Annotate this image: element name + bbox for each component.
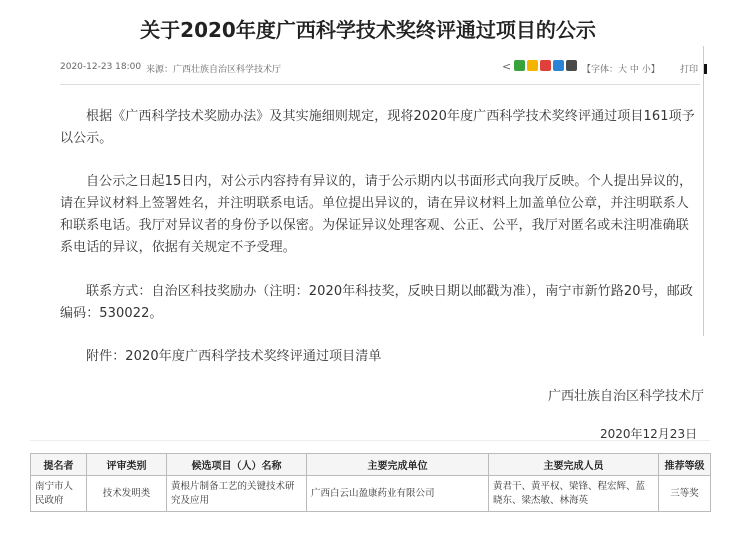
source-label: 来源：广西壮族自治区科学技术厅 xyxy=(146,65,282,75)
header-people: 主要完成人员 xyxy=(489,454,659,476)
cell-grade: 三等奖 xyxy=(659,476,711,512)
header-grade: 推荐等级 xyxy=(659,454,711,476)
cell-nominator: 南宁市人民政府 xyxy=(31,476,87,512)
header-project: 候选项目（人）名称 xyxy=(167,454,307,476)
share-arrow-icon[interactable]: < xyxy=(502,60,512,73)
share-bar xyxy=(502,60,577,71)
header-category: 评审类别 xyxy=(87,454,167,476)
cell-unit: 广西白云山盈康药业有限公司 xyxy=(307,476,489,512)
qq-icon[interactable] xyxy=(553,60,564,71)
article-meta xyxy=(60,62,700,78)
signer: 广西壮族自治区科学技术厅 xyxy=(548,389,705,404)
qzone-icon[interactable] xyxy=(527,60,538,71)
meta-divider xyxy=(60,84,700,85)
scrollbar-thumb[interactable] xyxy=(704,64,707,74)
paragraph-intro: 根据《广西科学技术奖励办法》及其实施细则规定，现将2020年度广西科学技术奖终评通过项目161项予以公示。 xyxy=(60,109,695,146)
cell-project: 黄根片制备工艺的关键技术研究及应用 xyxy=(167,476,307,512)
crop-edge xyxy=(0,512,736,543)
results-table xyxy=(30,453,711,512)
scrollbar[interactable] xyxy=(703,46,707,336)
signed-date: 2020年12月23日 xyxy=(600,427,698,441)
table-header-row xyxy=(31,454,711,476)
cell-category: 技术发明类 xyxy=(87,476,167,512)
wechat-icon[interactable] xyxy=(514,60,525,71)
paragraph-objection: 自公示之日起15日内，对公示内容持有异议的，请于公示期内以书面形式向我厅反映。个人提出异议的，请在异议材料上签署姓名，并注明联系电话。单位提出异议的，请在异议材料上加盖单位公章，并注明联系人和联系电话。我厅对异议者的身份予以保密。为保证异议处理客观、公正、公平，我厅对匿名或未注明准确联系电话的异议，依据有关规定不予受理。 xyxy=(60,174,693,255)
weibo-icon[interactable] xyxy=(540,60,551,71)
header-nominator: 提名者 xyxy=(31,454,87,476)
page-title: 关于2020年度广西科学技术奖终评通过项目的公示 xyxy=(140,18,596,42)
cell-people: 黄君干、黄平权、梁锋、程宏辉、蓝晓东、梁杰敏、林海英 xyxy=(489,476,659,512)
header-unit: 主要完成单位 xyxy=(307,454,489,476)
print-link[interactable]: 打印 xyxy=(680,65,699,75)
paragraph-attachment: 附件：2020年度广西科学技术奖终评通过项目清单 xyxy=(86,349,382,364)
email-icon[interactable] xyxy=(566,60,577,71)
publish-date: 2020-12-23 18:00 xyxy=(60,62,142,72)
font-size-switch[interactable]: 【字体：大 中 小】 xyxy=(582,65,660,75)
paragraph-contact: 联系方式：自治区科技奖励办（注明：2020年科技奖，反映日期以邮戳为准），南宁市新竹路20号，邮政编码：530022。 xyxy=(60,284,694,321)
table-row xyxy=(31,476,711,512)
